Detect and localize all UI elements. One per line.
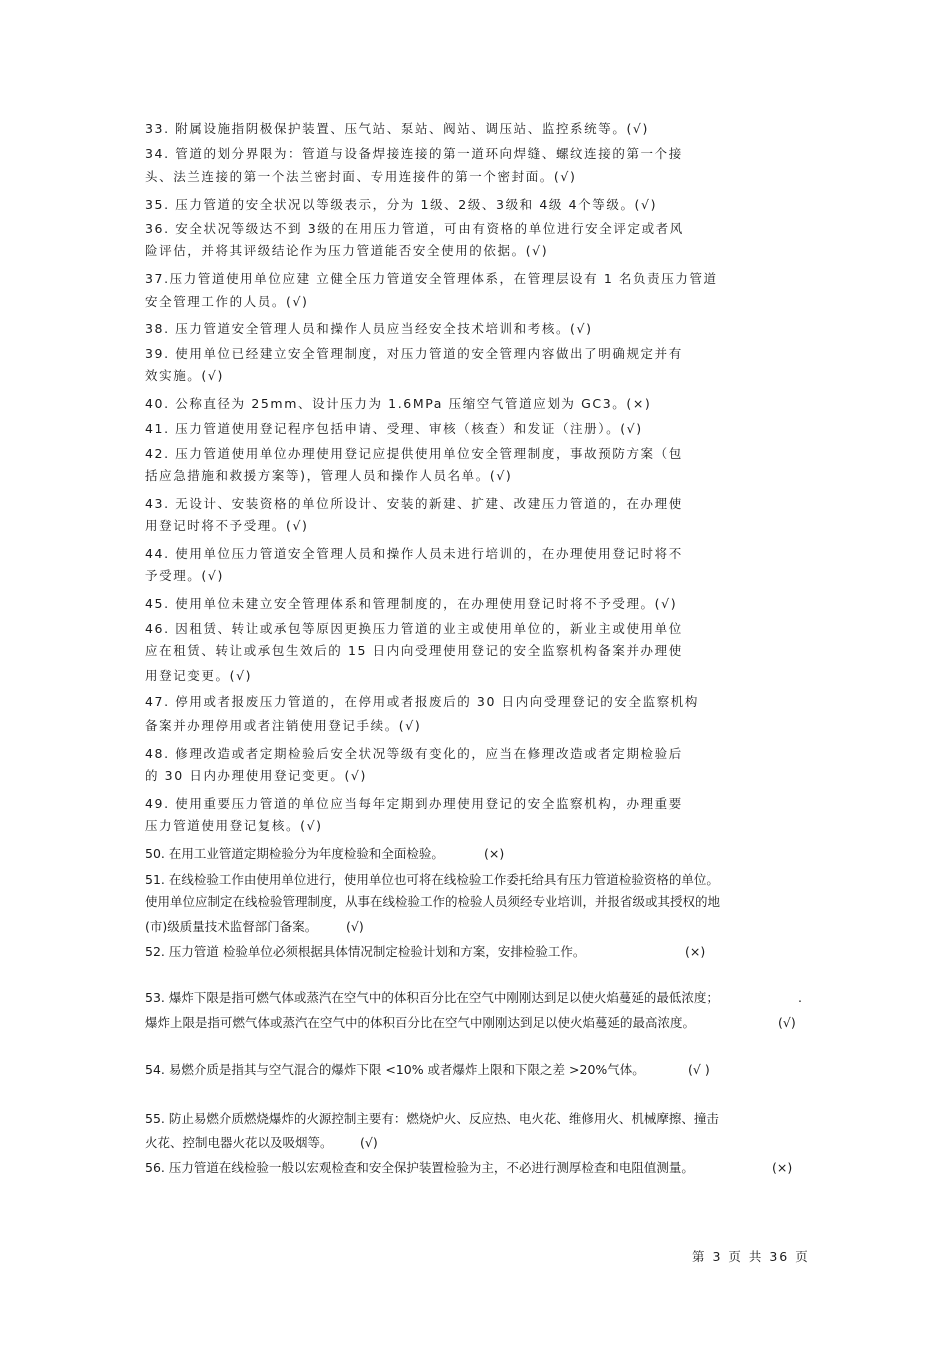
answer-mark: (√) <box>778 1015 796 1030</box>
text-line: (市)级质量技术监督部门备案。 <box>145 919 318 934</box>
text-line: 安全管理工作的人员。(√) <box>145 294 309 309</box>
text-line: 49. 使用重要压力管道的单位应当每年定期到办理使用登记的安全监察机构，办理重要 <box>145 796 683 811</box>
text-line: 予受理。(√) <box>145 568 224 583</box>
text-line: 36. 安全状况等级达不到 3级的在用压力管道，可由有资格的单位进行安全评定或者风 <box>145 221 684 236</box>
text-line: 头、法兰连接的第一个法兰密封面、专用连接件的第一个密封面。(√) <box>145 169 577 184</box>
page-number: 第 3 页 共 36 页 <box>692 1249 810 1264</box>
text-line: 50. 在用工业管道定期检验分为年度检验和全面检验。 <box>145 846 444 861</box>
text-line: 使用单位应制定在线检验管理制度，从事在线检验工作的检验人员须经专业培训，并报省级或其授权的地 <box>145 894 721 909</box>
text-line: 的 30 日内办理使用登记变更。(√) <box>145 768 367 783</box>
text-line: 35. 压力管道的安全状况以等级表示，分为 1级、2级、3级和 4级 4个等级。(√) <box>145 197 658 212</box>
text-line: 39. 使用单位已经建立安全管理制度，对压力管道的安全管理内容做出了明确规定并有 <box>145 346 683 361</box>
text-line: 53. 爆炸下限是指可燃气体或蒸汽在空气中的体积百分比在空气中刚刚达到足以使火焰蔓延的最低浓度； <box>145 990 719 1005</box>
text-line: 48. 修理改造或者定期检验后安全状况等级有变化的，应当在修理改造或者定期检验后 <box>145 746 683 761</box>
answer-mark: (√) <box>346 919 364 934</box>
text-line: 54. 易燃介质是指其与空气混合的爆炸下限 <10% 或者爆炸上限和下限之差 >20%气体。 <box>145 1062 645 1077</box>
text-line: 33. 附属设施指阴极保护装置、压气站、泵站、阀站、调压站、监控系统等。(√) <box>145 121 649 136</box>
punctuation-mark: . <box>798 990 802 1005</box>
answer-mark: (√ ) <box>688 1062 710 1077</box>
text-line: 46. 因租赁、转让或承包等原因更换压力管道的业主或使用单位的，新业主或使用单位 <box>145 621 683 636</box>
text-line: 37.压力管道使用单位应建 立健全压力管道安全管理体系，在管理层设有 1 名负责压力管道 <box>145 271 718 286</box>
text-line: 41. 压力管道使用登记程序包括申请、受理、审核（核查）和发证（注册）。(√) <box>145 421 643 436</box>
text-line: 括应急措施和救援方案等)，管理人员和操作人员名单。(√) <box>145 468 513 483</box>
text-line: 56. 压力管道在线检验一般以宏观检查和安全保护装置检验为主，不必进行测厚检查和电阻值测量。 <box>145 1160 694 1175</box>
text-line: 51. 在线检验工作由使用单位进行，使用单位也可将在线检验工作委托给具有压力管道检验资格的单位。 <box>145 872 719 887</box>
text-line: 43. 无设计、安装资格的单位所设计、安装的新建、扩建、改建压力管道的，在办理使 <box>145 496 683 511</box>
text-line: 用登记变更。(√) <box>145 668 253 683</box>
text-line: 55. 防止易燃介质燃烧爆炸的火源控制主要有：燃烧炉火、反应热、电火花、维修用火、机械摩擦、撞击 <box>145 1111 719 1126</box>
text-line: 47. 停用或者报废压力管道的，在停用或者报废后的 30 日内向受理登记的安全监察机构 <box>145 694 700 709</box>
text-line: 44. 使用单位压力管道安全管理人员和操作人员未进行培训的，在办理使用登记时将不 <box>145 546 683 561</box>
text-line: 40. 公称直径为 25mm、设计压力为 1.6MPa 压缩空气管道应划为 GC3。(×) <box>145 396 652 411</box>
text-line: 42. 压力管道使用单位办理使用登记应提供使用单位安全管理制度，事故预防方案（包 <box>145 446 683 461</box>
text-line: 压力管道使用登记复核。(√) <box>145 818 323 833</box>
text-line: 用登记时将不予受理。(√) <box>145 518 309 533</box>
answer-mark: (√) <box>360 1135 378 1150</box>
text-line: 52. 压力管道 检验单位必须根据具体情况制定检验计划和方案，安排检验工作。 <box>145 944 586 959</box>
text-line: 应在租赁、转让或承包生效后的 15 日内向受理使用登记的安全监察机构备案并办理使 <box>145 643 683 658</box>
text-line: 38. 压力管道安全管理人员和操作人员应当经安全技术培训和考核。(√) <box>145 321 593 336</box>
text-line: 备案并办理停用或者注销使用登记手续。(√) <box>145 718 422 733</box>
answer-mark: (×) <box>484 846 505 861</box>
answer-mark: (×) <box>772 1160 793 1175</box>
text-line: 火花、控制电器火花以及吸烟等。 <box>145 1135 333 1150</box>
text-line: 效实施。(√) <box>145 368 224 383</box>
text-line: 34. 管道的划分界限为：管道与设备焊接连接的第一道环向焊缝、螺纹连接的第一个接 <box>145 146 683 161</box>
text-line: 爆炸上限是指可燃气体或蒸汽在空气中的体积百分比在空气中刚刚达到足以使火焰蔓延的最高浓度。 <box>145 1015 696 1030</box>
answer-mark: (×) <box>685 944 706 959</box>
text-line: 险评估，并将其评级结论作为压力管道能否安全使用的依据。(√) <box>145 243 549 258</box>
text-line: 45. 使用单位未建立安全管理体系和管理制度的，在办理使用登记时将不予受理。(√) <box>145 596 678 611</box>
